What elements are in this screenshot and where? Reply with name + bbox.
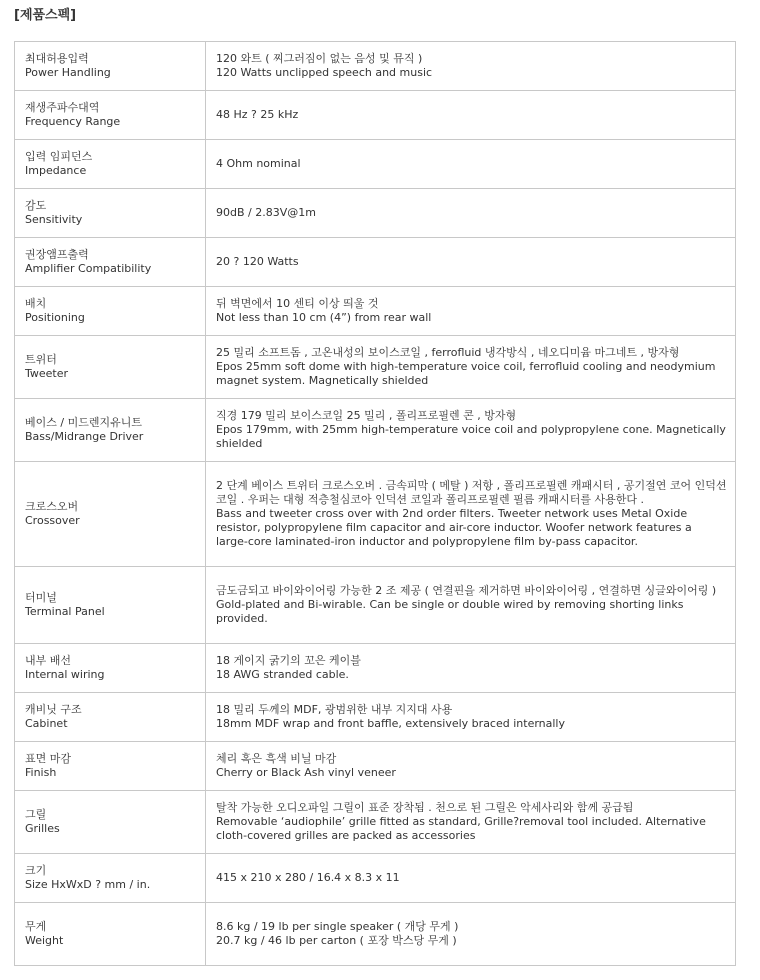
spec-label-cell (15, 462, 206, 567)
spec-label-cell (15, 399, 206, 462)
spec-value-line: Epos 25mm soft dome with high-temperature voice coil, ferrofluid cooling and neodymium magnet system. Magnetically shielded (216, 360, 716, 387)
spec-row (15, 91, 736, 140)
spec-row (15, 854, 736, 903)
spec-label-english: Internal wiring (25, 668, 105, 681)
spec-value-line: 18mm MDF wrap and front baffle, extensively braced internally (216, 717, 565, 730)
spec-label-english: Power Handling (25, 66, 111, 79)
spec-value-cell (206, 140, 736, 189)
spec-value-cell (206, 238, 736, 287)
spec-row (15, 399, 736, 462)
spec-value-line: Epos 179mm, with 25mm high-temperature voice coil and polypropylene cone. Magnetically shielded (216, 423, 726, 450)
spec-row (15, 189, 736, 238)
spec-label-cell (15, 742, 206, 791)
spec-row (15, 644, 736, 693)
spec-value-line: 체리 혹은 흑색 비닐 마감 (216, 752, 337, 765)
spec-value-cell (206, 399, 736, 462)
spec-label-cell (15, 91, 206, 140)
spec-value-cell (206, 287, 736, 336)
spec-label-korean: 내부 배선 (25, 654, 72, 667)
spec-value-cell (206, 854, 736, 903)
spec-row (15, 791, 736, 854)
spec-label-korean: 크기 (25, 864, 47, 877)
spec-value-line: 18 밀리 두께의 MDF, 광범위한 내부 지지대 사용 (216, 703, 453, 716)
spec-label-cell (15, 287, 206, 336)
spec-value-line: Cherry or Black Ash vinyl veneer (216, 766, 396, 779)
spec-value-line: 25 밀리 소프트돔 , 고온내성의 보이스코일 , ferrofluid 냉각방식 , 네오디미윰 마그네트 , 방자형 (216, 346, 680, 359)
spec-label-korean: 트위터 (25, 353, 57, 366)
spec-row (15, 140, 736, 189)
spec-value-line: 금도금되고 바이와이어링 가능한 2 조 제공 ( 연결핀을 제거하면 바이와이어링 , 연결하면 싱글와이어링 ) (216, 584, 717, 597)
spec-value-line: 20 ? 120 Watts (216, 255, 299, 268)
spec-value-cell (206, 644, 736, 693)
spec-label-english: Size HxWxD ? mm / in. (25, 878, 151, 891)
spec-label-english: Crossover (25, 514, 80, 527)
spec-label-english: Positioning (25, 311, 85, 324)
spec-label-cell (15, 791, 206, 854)
spec-value-line: 415 x 210 x 280 / 16.4 x 8.3 x 11 (216, 871, 400, 884)
spec-label-english: Bass/Midrange Driver (25, 430, 144, 443)
spec-row (15, 42, 736, 91)
spec-value-line: 직경 179 밀리 보이스코일 25 밀리 , 폴리프로필렌 콘 , 방자형 (216, 409, 517, 422)
spec-value-line: 2 단계 베이스 트위터 크로스오버 . 금속피막 ( 메탈 ) 저항 , 폴리프로필렌 캐패시터 , 공기절연 코어 인덕션코일 . 우퍼는 대형 적층철심코아 인덕션 코일과 폴리프로필렌 필름 캐패시터를 사용한다 . (216, 479, 727, 506)
spec-label-cell (15, 238, 206, 287)
spec-value-cell (206, 42, 736, 91)
spec-label-cell (15, 854, 206, 903)
spec-label-cell (15, 140, 206, 189)
spec-value-line: 8.6 kg / 19 lb per single speaker ( 개당 무게 ) (216, 920, 459, 933)
spec-label-korean: 재생주파수대역 (25, 101, 100, 114)
spec-value-line: Removable ‘audiophile’ grille fitted as standard, Grille?removal tool included. Alternative cloth-covered grilles are packed as accessories (216, 815, 706, 842)
spec-label-korean: 그릴 (25, 808, 47, 821)
spec-row (15, 287, 736, 336)
spec-value-cell (206, 91, 736, 140)
spec-label-english: Frequency Range (25, 115, 121, 128)
spec-value-cell (206, 903, 736, 966)
spec-value-line: 탈착 가능한 오디오파일 그릴이 표준 장착됨 . 천으로 된 그릴은 악세사리와 함께 공급됨 (216, 801, 634, 814)
spec-value-line: 뒤 벽면에서 10 센티 이상 띄울 것 (216, 297, 379, 310)
spec-label-korean: 캐비닛 구조 (25, 703, 82, 716)
spec-label-korean: 최대허용입력 (25, 52, 89, 65)
spec-row (15, 903, 736, 966)
spec-row (15, 336, 736, 399)
spec-value-cell (206, 189, 736, 238)
spec-value-cell (206, 567, 736, 644)
spec-value-cell (206, 791, 736, 854)
spec-table (14, 41, 736, 966)
spec-label-english: Tweeter (25, 367, 69, 380)
spec-value-line: 18 게이지 굵기의 꼬은 케이블 (216, 654, 361, 667)
spec-row (15, 567, 736, 644)
spec-row (15, 693, 736, 742)
spec-value-line: 120 와트 ( 찌그러짐이 없는 음성 및 뮤직 ) (216, 52, 423, 65)
spec-label-cell (15, 693, 206, 742)
spec-label-korean: 무게 (25, 920, 47, 933)
spec-label-english: Finish (25, 766, 57, 779)
spec-label-cell (15, 189, 206, 238)
spec-label-korean: 입력 임피던스 (25, 150, 93, 163)
spec-label-english: Sensitivity (25, 213, 83, 226)
spec-value-line: Bass and tweeter cross over with 2nd order filters. Tweeter network uses Metal Oxide resistor, polypropylene film capacitor and air-core inductor. Woofer network features a large-core laminated-iron inductor and polypropylene film by-pass capacitor. (216, 507, 692, 548)
spec-value-line: Gold-plated and Bi-wirable. Can be single or double wired by removing shorting links provided. (216, 598, 684, 625)
spec-value-line: 120 Watts unclipped speech and music (216, 66, 433, 79)
spec-row (15, 462, 736, 567)
spec-label-cell (15, 567, 206, 644)
spec-label-english: Amplifier Compatibility (25, 262, 152, 275)
spec-label-english: Impedance (25, 164, 87, 177)
spec-table-body (15, 42, 736, 966)
spec-label-korean: 감도 (25, 199, 47, 212)
page-title: [제품스펙] (14, 8, 77, 23)
spec-value-cell (206, 693, 736, 742)
spec-label-korean: 배치 (25, 297, 47, 310)
spec-value-line: Not less than 10 cm (4”) from rear wall (216, 311, 432, 324)
spec-value-cell (206, 462, 736, 567)
spec-label-korean: 크로스오버 (25, 500, 79, 513)
spec-value-line: 18 AWG stranded cable. (216, 668, 349, 681)
spec-value-line: 48 Hz ? 25 kHz (216, 108, 299, 121)
spec-label-cell (15, 644, 206, 693)
spec-label-korean: 표면 마감 (25, 752, 72, 765)
spec-label-cell (15, 903, 206, 966)
spec-label-cell (15, 42, 206, 91)
spec-label-korean: 터미널 (25, 591, 57, 604)
spec-label-korean: 권장앰프출력 (25, 248, 89, 261)
spec-row (15, 742, 736, 791)
spec-label-cell (15, 336, 206, 399)
spec-label-english: Weight (25, 934, 64, 947)
spec-value-line: 90dB / 2.83V@1m (216, 206, 316, 219)
spec-value-line: 20.7 kg / 46 lb per carton ( 포장 박스당 무게 ) (216, 934, 457, 947)
spec-label-korean: 베이스 / 미드렌지유니트 (25, 416, 142, 429)
spec-label-english: Cabinet (25, 717, 68, 730)
spec-value-cell (206, 336, 736, 399)
spec-row (15, 238, 736, 287)
spec-label-english: Terminal Panel (25, 605, 105, 618)
spec-value-line: 4 Ohm nominal (216, 157, 301, 170)
spec-label-english: Grilles (25, 822, 60, 835)
spec-value-cell (206, 742, 736, 791)
